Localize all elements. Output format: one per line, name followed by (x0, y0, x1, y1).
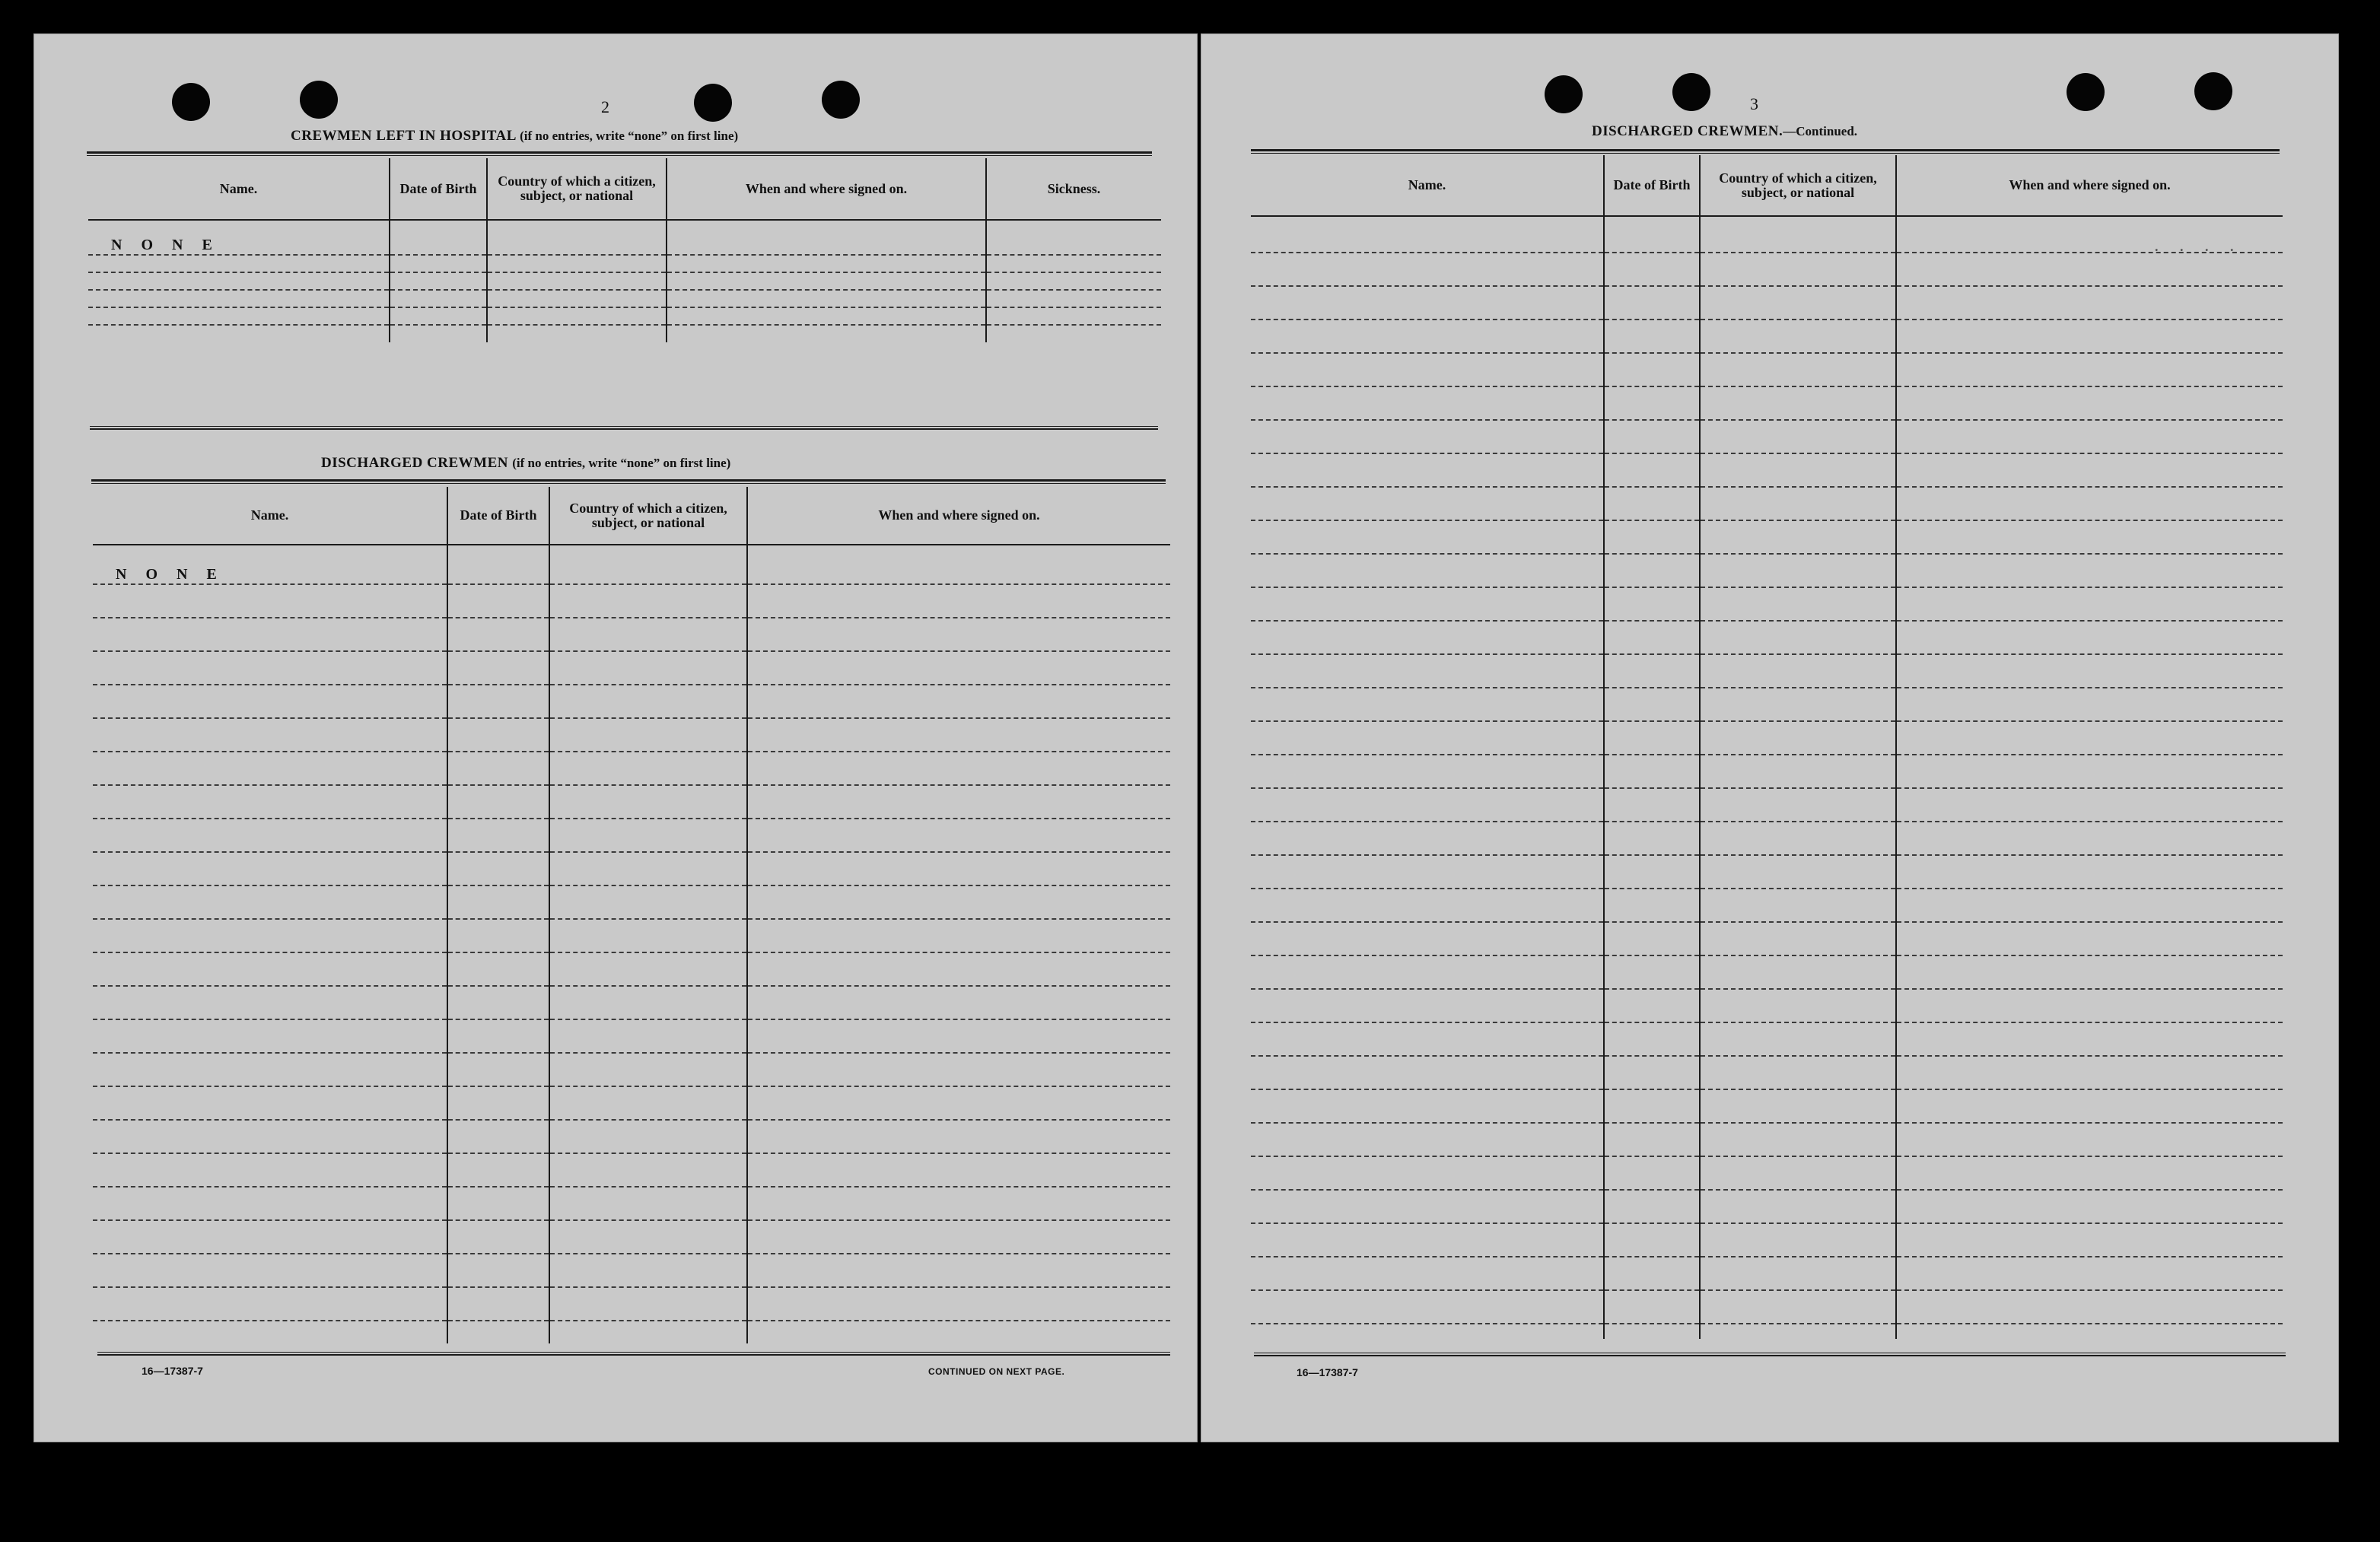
table-row (1251, 1190, 2283, 1223)
table-row (93, 885, 1170, 919)
table-row (1251, 889, 2283, 922)
table-row (93, 819, 1170, 852)
table-row (1251, 420, 2283, 453)
col-date-of-birth: Date of Birth (447, 487, 549, 545)
col-date-of-birth: Date of Birth (390, 158, 487, 220)
table-row (93, 1086, 1170, 1120)
punch-hole (822, 81, 860, 119)
hospital-title-text: CREWMEN LEFT IN HOSPITAL (291, 128, 516, 144)
table-row (1251, 822, 2283, 855)
name-cell: N O N E (88, 220, 390, 255)
col-signed-on: When and where signed on. (747, 487, 1170, 545)
col-date-of-birth: Date of Birth (1604, 155, 1700, 216)
punch-hole (300, 81, 338, 119)
table-row (1251, 955, 2283, 989)
punch-hole (2067, 73, 2105, 111)
discharged-bottom-rule (97, 1352, 1170, 1356)
table-row (1251, 1123, 2283, 1156)
left-page (33, 33, 1198, 1442)
discharged-title-text: DISCHARGED CREWMEN (321, 455, 508, 471)
hospital-bottom-rule (90, 426, 1158, 430)
table-row (1251, 1056, 2283, 1089)
table-row (93, 785, 1170, 819)
continued-top-rule (1251, 149, 2280, 154)
table-row (93, 1187, 1170, 1220)
hospital-table (88, 158, 1161, 342)
table-row (1251, 1089, 2283, 1123)
table-row (93, 1120, 1170, 1153)
table-row (88, 290, 1161, 307)
col-name: Name. (93, 487, 447, 545)
stray-mark: . . . . (2155, 239, 2243, 254)
punch-hole (1545, 75, 1583, 113)
table-row (1251, 1156, 2283, 1190)
page-number: 2 (601, 97, 609, 116)
table-row (88, 220, 1161, 255)
table-row (93, 1053, 1170, 1086)
name-cell: N O N E (93, 545, 447, 584)
table-row (93, 1321, 1170, 1343)
hospital-section-title (291, 128, 738, 145)
hospital-title-note: (if no entries, write “none” on first line) (520, 129, 739, 143)
table-row (1251, 487, 2283, 520)
table-row (93, 1254, 1170, 1287)
table-row (1251, 386, 2283, 420)
table-row (93, 718, 1170, 752)
table-row (88, 307, 1161, 325)
table-row (93, 952, 1170, 986)
form-code: 16—17387-7 (1297, 1366, 1358, 1378)
table-row (1251, 755, 2283, 788)
table-row (93, 919, 1170, 952)
table-row (1251, 520, 2283, 554)
discharged-section-title (321, 455, 730, 472)
table-row (1251, 1257, 2283, 1290)
table-row (88, 255, 1161, 272)
table-row (1251, 621, 2283, 654)
table-row (93, 651, 1170, 685)
table-row (1251, 320, 2283, 353)
punch-hole (1672, 73, 1710, 111)
col-sickness: Sickness. (986, 158, 1161, 220)
discharged-title-note: (if no entries, write “none” on first line) (512, 456, 731, 470)
table-row (1251, 253, 2283, 286)
continued-suffix: —Continued. (1783, 124, 1858, 138)
col-country: Country of which a citizen, subject, or national (549, 487, 747, 545)
table-row (1251, 286, 2283, 320)
table-row (1251, 1022, 2283, 1056)
punch-hole (172, 83, 210, 121)
table-row (1251, 554, 2283, 587)
table-row (93, 1019, 1170, 1053)
discharged-continued-text: DISCHARGED CREWMEN. (1592, 123, 1783, 139)
table-row (93, 685, 1170, 718)
table-row (93, 1153, 1170, 1187)
table-row (93, 852, 1170, 885)
table-row (1251, 353, 2283, 386)
table-row (1251, 1324, 2283, 1339)
hospital-top-rule (87, 151, 1152, 156)
continued-note: CONTINUED ON NEXT PAGE. (928, 1366, 1065, 1377)
table-row (88, 325, 1161, 342)
table-row (1251, 788, 2283, 822)
table-row (1251, 989, 2283, 1022)
punch-hole (2194, 72, 2232, 110)
discharged-top-rule (91, 479, 1166, 484)
punch-hole (694, 84, 732, 122)
table-row (1251, 855, 2283, 889)
table-row (1251, 688, 2283, 721)
col-signed-on: When and where signed on. (1896, 155, 2283, 216)
table-row (1251, 654, 2283, 688)
table-row (1251, 587, 2283, 621)
continued-bottom-rule (1254, 1353, 2286, 1356)
discharged-continued-table (1251, 155, 2283, 1339)
table-row (93, 986, 1170, 1019)
table-row (93, 1287, 1170, 1321)
table-row (1251, 453, 2283, 487)
col-country: Country of which a citizen, subject, or national (487, 158, 667, 220)
table-row (1251, 216, 2283, 253)
table-row (93, 1220, 1170, 1254)
table-row (88, 272, 1161, 290)
right-page (1201, 33, 2339, 1442)
col-name: Name. (1251, 155, 1604, 216)
table-row (1251, 1290, 2283, 1324)
discharged-continued-title (1592, 123, 1857, 140)
form-code: 16—17387-7 (142, 1365, 203, 1377)
discharged-table (93, 487, 1170, 1343)
table-row (1251, 1223, 2283, 1257)
page-number: 3 (1750, 94, 1758, 113)
table-row (93, 545, 1170, 584)
table-row (93, 618, 1170, 651)
col-name: Name. (88, 158, 390, 220)
table-row (93, 584, 1170, 618)
col-signed-on: When and where signed on. (667, 158, 986, 220)
table-row (1251, 922, 2283, 955)
table-row (1251, 721, 2283, 755)
col-country: Country of which a citizen, subject, or national (1700, 155, 1896, 216)
table-row (93, 752, 1170, 785)
